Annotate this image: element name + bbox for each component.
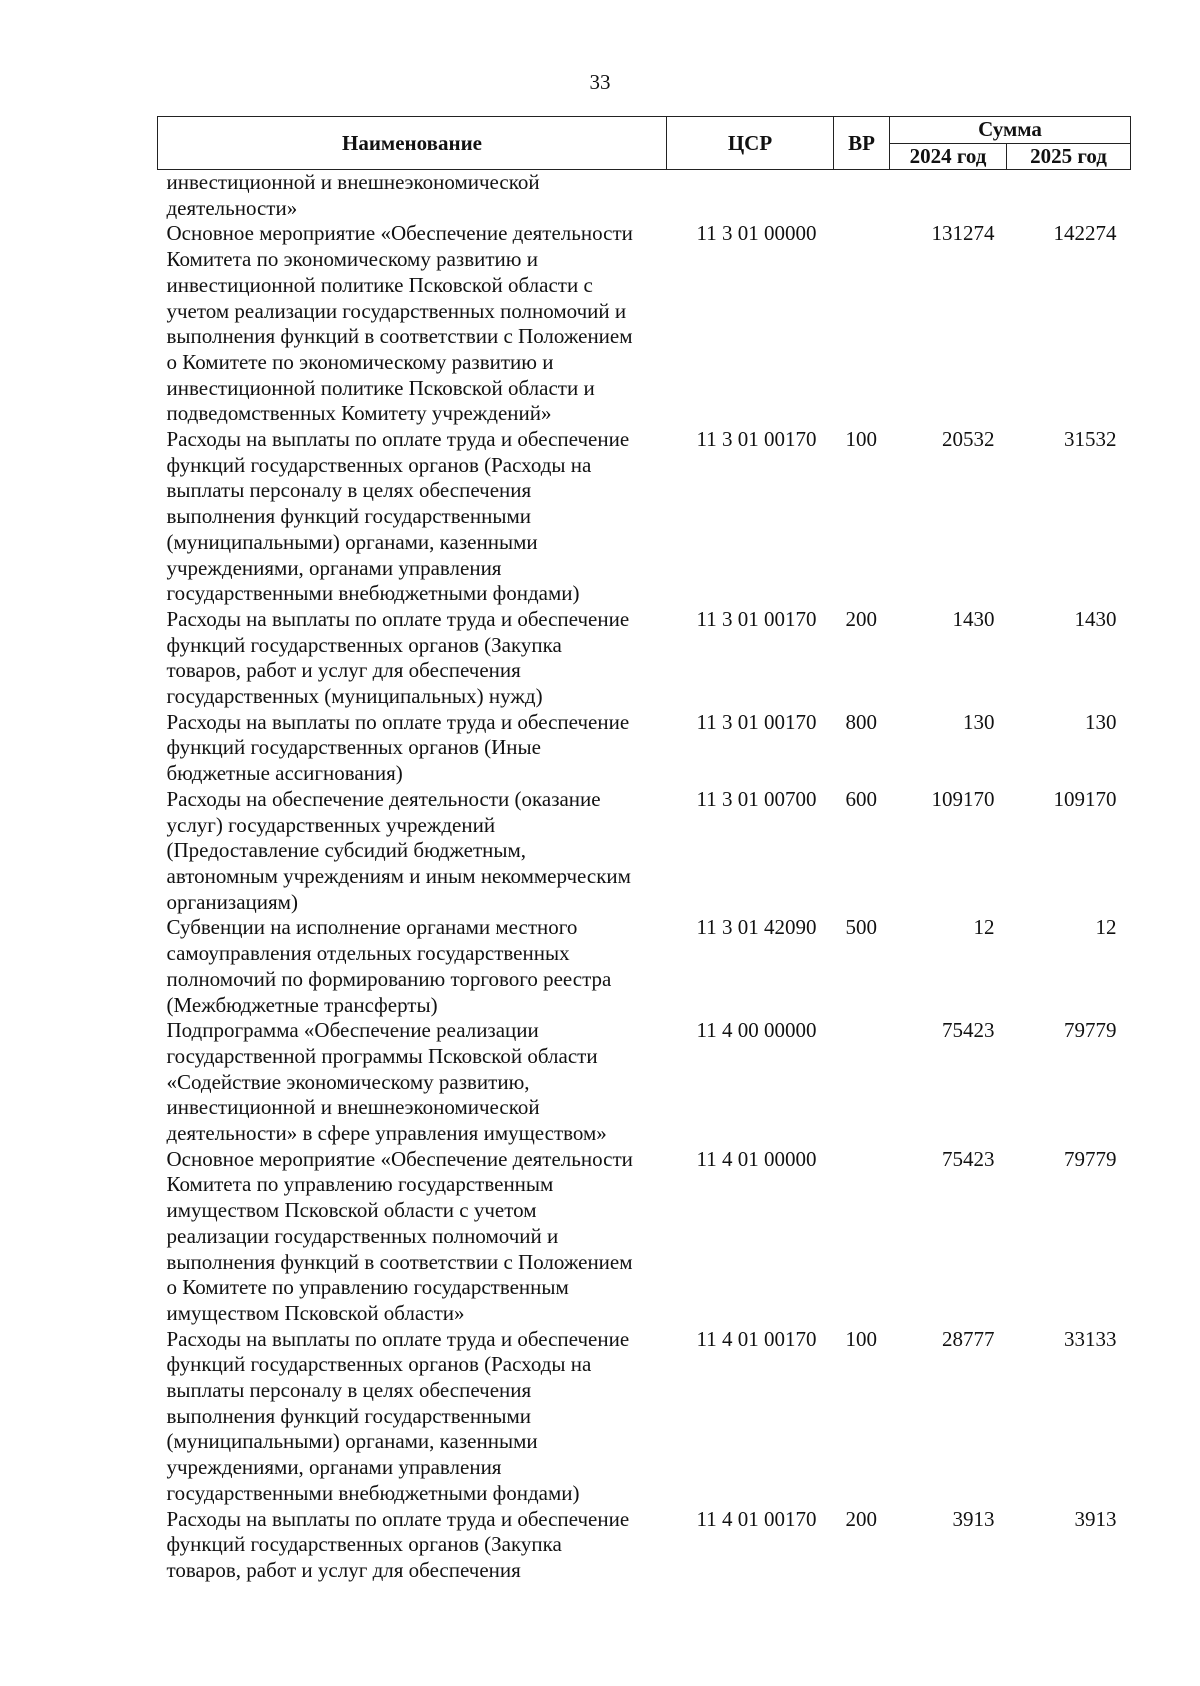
table-row [158,607,1131,710]
budget-table [157,116,1131,1584]
cell-vr: 600 [845,786,877,811]
cell-csr: 11 3 01 42090 [696,915,817,940]
cell-y2: 33133 [1064,1326,1117,1351]
table-row [158,710,1131,787]
cell-vr [834,1147,890,1327]
cell-name: Расходы на выплаты по оплате труда и обеспечение функций государственных органов (Закупка товаров, работ и услуг для обеспечения государственных (муниципальных) нужд) [166,606,630,709]
cell-name: Расходы на выплаты по оплате труда и обеспечение функций государственных органов (Расходы на выплаты персоналу в целях обеспечения выполнения функций государственными (муниципальными) органами, казенными учреждениями, органами управления государственными внебюджетными фондами) [166,1326,630,1505]
cell-y1: 20532 [942,427,995,452]
cell-csr [667,170,834,222]
table-row [158,1327,1131,1507]
cell-name: Подпрограмма «Обеспечение реализации государственной программы Псковской области «Содействие экономическому развитию, инвестиционной и внешнеэкономической деятельности» в сфере управления имуществом» [166,1018,607,1146]
table-row [158,1147,1131,1327]
cell-y2: 31532 [1064,427,1117,452]
cell-csr: 11 3 01 00000 [696,221,817,246]
page-number: 33 [589,70,611,94]
cell-y1: 3913 [952,1506,995,1531]
table-row [158,427,1131,607]
cell-y1: 12 [973,915,995,940]
cell-y1: 130 [963,709,995,734]
cell-csr: 11 3 01 00170 [696,709,817,734]
cell-y2: 12 [1095,915,1117,940]
table-row [158,1507,1131,1584]
header-vr: ВР [834,117,890,170]
header-name: Наименование [158,117,667,170]
cell-y2: 142274 [1053,221,1117,246]
cell-vr: 100 [845,427,877,452]
cell-csr: 11 4 01 00170 [696,1506,817,1531]
cell-vr: 500 [845,915,877,940]
table-row [158,915,1131,1018]
header-year-2024: 2024 год [890,143,1007,170]
header-csr: ЦСР [667,117,834,170]
table-header [158,117,1131,170]
cell-y2: 3913 [1074,1506,1117,1531]
cell-vr: 800 [845,709,877,734]
cell-y1: 1430 [952,606,995,631]
cell-name: Основное мероприятие «Обеспечение деятельности Комитета по управлению государственным имуществом Псковской области с учетом реализации государственных полномочий и выполнения функций в соответствии с Положением о Комитете по управлению государственным имуществом Псковской области» [166,1146,633,1325]
cell-y2: 130 [1085,709,1117,734]
cell-name: Расходы на выплаты по оплате труда и обеспечение функций государственных органов (Закупка товаров, работ и услуг для обеспечения [166,1506,630,1582]
table-row [158,787,1131,916]
cell-vr: 200 [845,606,877,631]
cell-name: Расходы на выплаты по оплате труда и обеспечение функций государственных органов (Расходы на выплаты персоналу в целях обеспечения выполнения функций государственными (муниципальными) органами, казенными учреждениями, органами управления государственными внебюджетными фондами) [166,427,630,606]
cell-name: Расходы на обеспечение деятельности (оказание услуг) государственных учреждений (Предоставление субсидий бюджетным, автономным учреждениям и иным некоммерческим организациям) [166,786,631,914]
cell-name: Основное мероприятие «Обеспечение деятельности Комитета по экономическому развитию и инвестиционной политике Псковской области с учетом реализации государственных полномочий и выполнения функций в соответствии с Положением о Комитете по экономическому развитию и инвестиционной политике Псковской области и подведомственных Комитету учреждений» [166,221,633,426]
cell-vr: 100 [845,1326,877,1351]
cell-y1: 109170 [931,786,995,811]
header-sum: Сумма [890,117,1131,144]
table-row [158,1018,1131,1147]
table-row [158,170,1131,222]
cell-csr: 11 3 01 00170 [696,427,817,452]
cell-y1: 28777 [942,1326,995,1351]
header-year-2025: 2025 год [1007,143,1131,170]
cell-vr [834,170,890,222]
cell-name: Субвенции на исполнение органами местного самоуправления отдельных государственных полномочий по формированию торгового реестра (Межбюджетные трансферты) [166,915,612,1017]
cell-y2: 79779 [1064,1146,1117,1171]
cell-y2: 109170 [1053,786,1117,811]
cell-csr: 11 4 01 00000 [696,1146,817,1171]
cell-y1: 131274 [931,221,995,246]
cell-y2: 1430 [1074,606,1117,631]
cell-csr: 11 3 01 00170 [696,606,817,631]
cell-vr [834,221,890,427]
cell-name: Расходы на выплаты по оплате труда и обеспечение функций государственных органов (Иные бюджетные ассигнования) [166,709,630,786]
cell-vr [834,1018,890,1147]
cell-y2 [1007,170,1131,222]
cell-csr: 11 4 01 00170 [696,1326,817,1351]
cell-vr: 200 [845,1506,877,1531]
cell-y1: 75423 [942,1018,995,1043]
cell-y1: 75423 [942,1146,995,1171]
cell-y2: 79779 [1064,1018,1117,1043]
cell-csr: 11 4 00 00000 [696,1018,817,1043]
table-body [158,170,1131,1584]
cell-csr: 11 3 01 00700 [696,786,817,811]
cell-name: инвестиционной и внешнеэкономической деятельности» [166,170,540,220]
cell-y1 [890,170,1007,222]
table-row [158,221,1131,427]
